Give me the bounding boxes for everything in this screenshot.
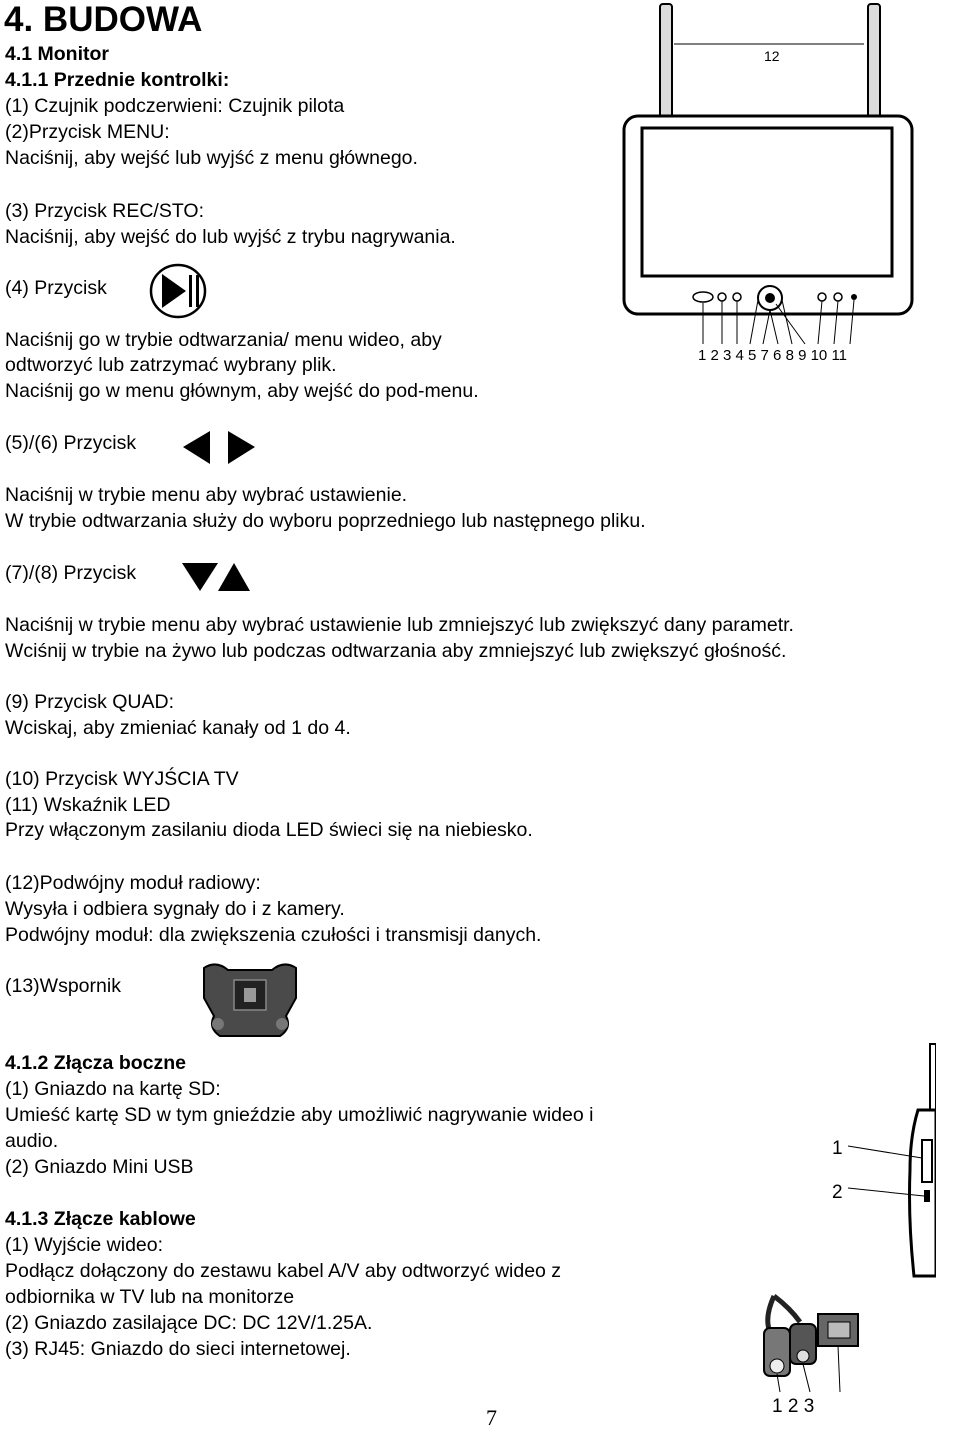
line-10: (5)/(6) Przycisk bbox=[5, 432, 137, 454]
line-24: (13)Wspornik bbox=[5, 975, 121, 997]
line-2: (2)Przycisk MENU: bbox=[5, 121, 170, 143]
section-4-1-1: 4.1.1 Przednie kontrolki: bbox=[5, 69, 230, 91]
line-31: odbiornika w TV lub na monitorze bbox=[5, 1286, 295, 1308]
side-label-2: 2 bbox=[832, 1182, 843, 1203]
line-6: (4) Przycisk bbox=[5, 277, 107, 299]
left-right-arrows-icon bbox=[180, 428, 260, 468]
line-14: Naciśnij w trybie menu aby wybrać ustawienie lub zmniejszyć lub zwiększyć dany parametr. bbox=[5, 614, 794, 636]
down-arrow-icon bbox=[182, 563, 218, 591]
line-33: (3) RJ45: Gniazdo do sieci internetowej. bbox=[5, 1338, 351, 1360]
side-connectors-figure bbox=[826, 1040, 936, 1280]
ir-sensor bbox=[693, 292, 713, 302]
line-13: (7)/(8) Przycisk bbox=[5, 562, 137, 584]
line-4: (3) Przycisk REC/STO: bbox=[5, 200, 204, 222]
line-22: Wysyła i odbiera sygnały do i z kamery. bbox=[5, 898, 345, 920]
left-antenna bbox=[660, 4, 672, 124]
play-pause-icon bbox=[148, 262, 208, 320]
line-8: odtworzyć lub zatrzymać wybrany plik. bbox=[5, 354, 337, 376]
line-5: Naciśnij, aby wejść do lub wyjść z trybu nagrywania. bbox=[5, 226, 456, 248]
line-29: (1) Wyjście wideo: bbox=[5, 1234, 164, 1256]
usb-slot bbox=[924, 1190, 930, 1202]
line-23: Podwójny moduł: dla zwiększenia czułości i transmisji danych. bbox=[5, 924, 542, 946]
down-up-arrows-icon bbox=[180, 560, 254, 594]
line-12: W trybie odtwarzania służy do wyboru poprzedniego lub następnego pliku. bbox=[5, 510, 646, 532]
monitor-screen bbox=[642, 128, 892, 276]
line-7: Naciśnij go w trybie odtwarzania/ menu wideo, aby bbox=[5, 329, 442, 351]
line-15: Wciśnij w trybie na żywo lub podczas odtwarzania aby zmniejszyć lub zwiększyć głośność. bbox=[5, 640, 787, 662]
antenna-label: 12 bbox=[764, 48, 780, 64]
page-heading: 4. BUDOWA bbox=[4, 0, 203, 39]
section-4-1-3: 4.1.3 Złącze kablowe bbox=[5, 1208, 196, 1230]
right-antenna bbox=[868, 4, 880, 124]
bracket-figure bbox=[196, 958, 304, 1040]
line-18: (10) Przycisk WYJŚCIA TV bbox=[5, 768, 239, 790]
line-28: (2) Gniazdo Mini USB bbox=[5, 1156, 194, 1178]
right-arrow-icon bbox=[228, 431, 255, 464]
line-16: (9) Przycisk QUAD: bbox=[5, 691, 175, 713]
line-19: (11) Wskaźnik LED bbox=[5, 794, 171, 816]
section-4-1: 4.1 Monitor bbox=[5, 43, 110, 65]
line-32: (2) Gniazdo zasilające DC: DC 12V/1.25A. bbox=[5, 1312, 373, 1334]
line-11: Naciśnij w trybie menu aby wybrać ustawienie. bbox=[5, 484, 408, 506]
line-1: (1) Czujnik podczerwieni: Czujnik pilota bbox=[5, 95, 345, 117]
up-arrow-icon bbox=[218, 563, 250, 591]
monitor-side-body bbox=[910, 1110, 937, 1276]
line-25: (1) Gniazdo na kartę SD: bbox=[5, 1078, 221, 1100]
line-17: Wciskaj, aby zmieniać kanały od 1 do 4. bbox=[5, 717, 351, 739]
section-4-1-2: 4.1.2 Złącza boczne bbox=[5, 1052, 186, 1074]
left-arrow-icon bbox=[183, 431, 210, 464]
monitor-front-figure bbox=[618, 0, 918, 365]
led-indicator bbox=[851, 294, 857, 300]
line-3: Naciśnij, aby wejść lub wyjść z menu głównego. bbox=[5, 147, 418, 169]
cable-labels: 1 2 3 bbox=[772, 1396, 815, 1417]
line-26: Umieść kartę SD w tym gnieździe aby umożliwić nagrywanie wideo i bbox=[5, 1104, 594, 1126]
line-9: Naciśnij go w menu głównym, aby wejść do pod-menu. bbox=[5, 380, 479, 402]
sd-slot bbox=[922, 1140, 932, 1182]
line-27: audio. bbox=[5, 1130, 59, 1152]
monitor-bottom-labels: 1 2 3 4 5 7 6 8 9 10 11 bbox=[698, 347, 848, 364]
side-label-1: 1 bbox=[832, 1138, 843, 1159]
cable-connector-figure bbox=[760, 1288, 900, 1418]
line-30: Podłącz dołączony do zestawu kabel A/V aby odtworzyć wideo z bbox=[5, 1260, 562, 1282]
page-number: 7 bbox=[486, 1405, 497, 1430]
line-20: Przy włączonym zasilaniu dioda LED świeci się na niebiesko. bbox=[5, 819, 533, 841]
line-21: (12)Podwójny moduł radiowy: bbox=[5, 872, 261, 894]
